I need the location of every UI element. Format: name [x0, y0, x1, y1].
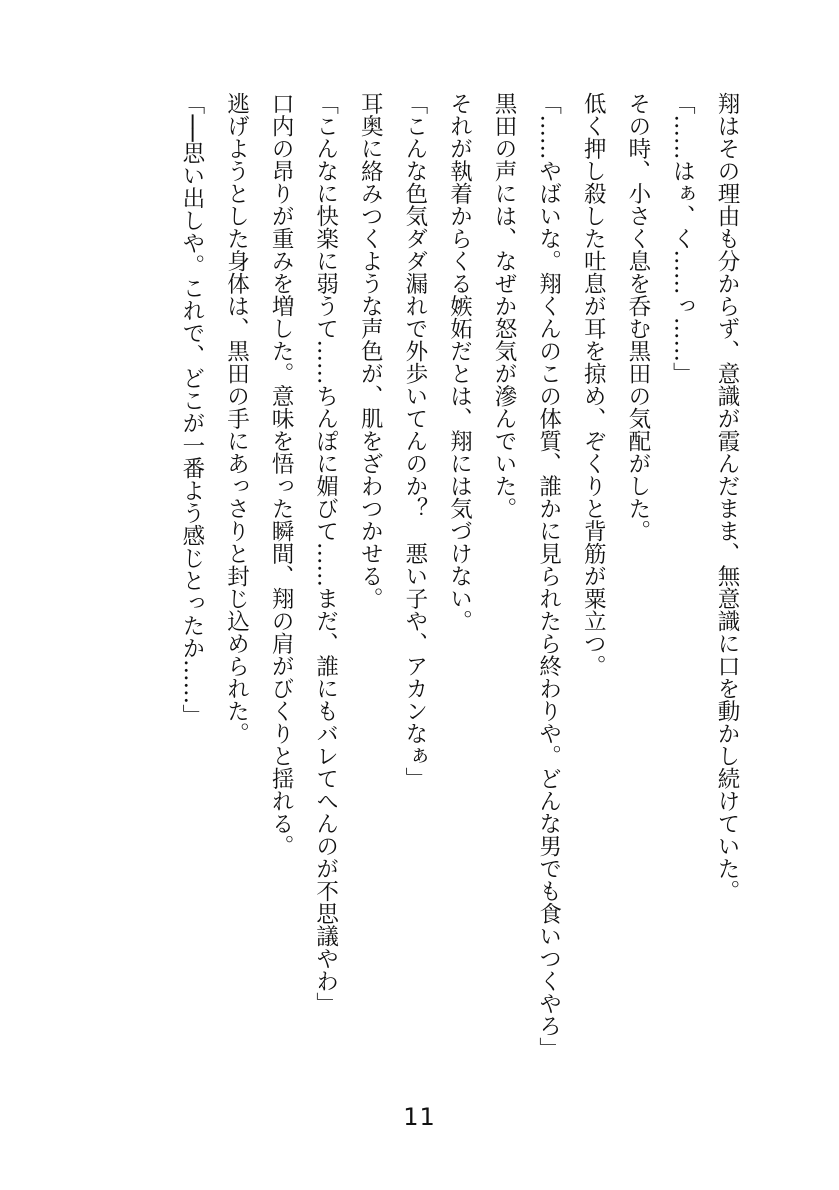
text-line: 「……やばいな。翔くんのこの体質、誰かに見られたら終わりや。どんな男でも食いつくやろ」: [535, 92, 562, 1060]
text-line: それが執着からくる嫉妬だとは、翔には気づけない。: [446, 92, 473, 632]
text-line: 「──思い出しや。これで、どこが一番よう感じとったか……」: [178, 92, 205, 727]
text-line: 黒田の声には、なぜか怒気が滲んでいた。: [491, 92, 518, 520]
text-line: 逃げようとした身体は、黒田の手にあっさりと封じ込められた。: [223, 92, 250, 745]
text-line: 耳奥に絡みつくような声色が、肌をざわつかせる。: [357, 92, 384, 610]
text-line: 「こんな色気ダダ漏れで外歩いてんのか？ 悪い子や、アカンなぁ」: [401, 92, 428, 790]
text-line: 低く押し殺した吐息が耳を掠め、ぞくりと背筋が粟立つ。: [580, 92, 607, 677]
text-line: 「こんなに快楽に弱うて……ちんぽに媚びて……まだ、誰にもバレてへんのが不思議やわ」: [312, 92, 339, 1015]
text-line: 口内の昂りが重みを増した。意味を悟った瞬間、翔の肩がびくりと揺れる。: [268, 92, 295, 857]
text-line: 「……はぁ、く……っ……」: [669, 92, 696, 385]
vertical-text-body: [169, 92, 749, 1060]
page-number: 11: [403, 1103, 436, 1131]
text-line: 翔はその理由も分からず、意識が霞んだまま、無意識に口を動かし続けていた。: [714, 92, 740, 902]
text-line: その時、小さく息を呑む黒田の気配がした。: [624, 92, 651, 542]
